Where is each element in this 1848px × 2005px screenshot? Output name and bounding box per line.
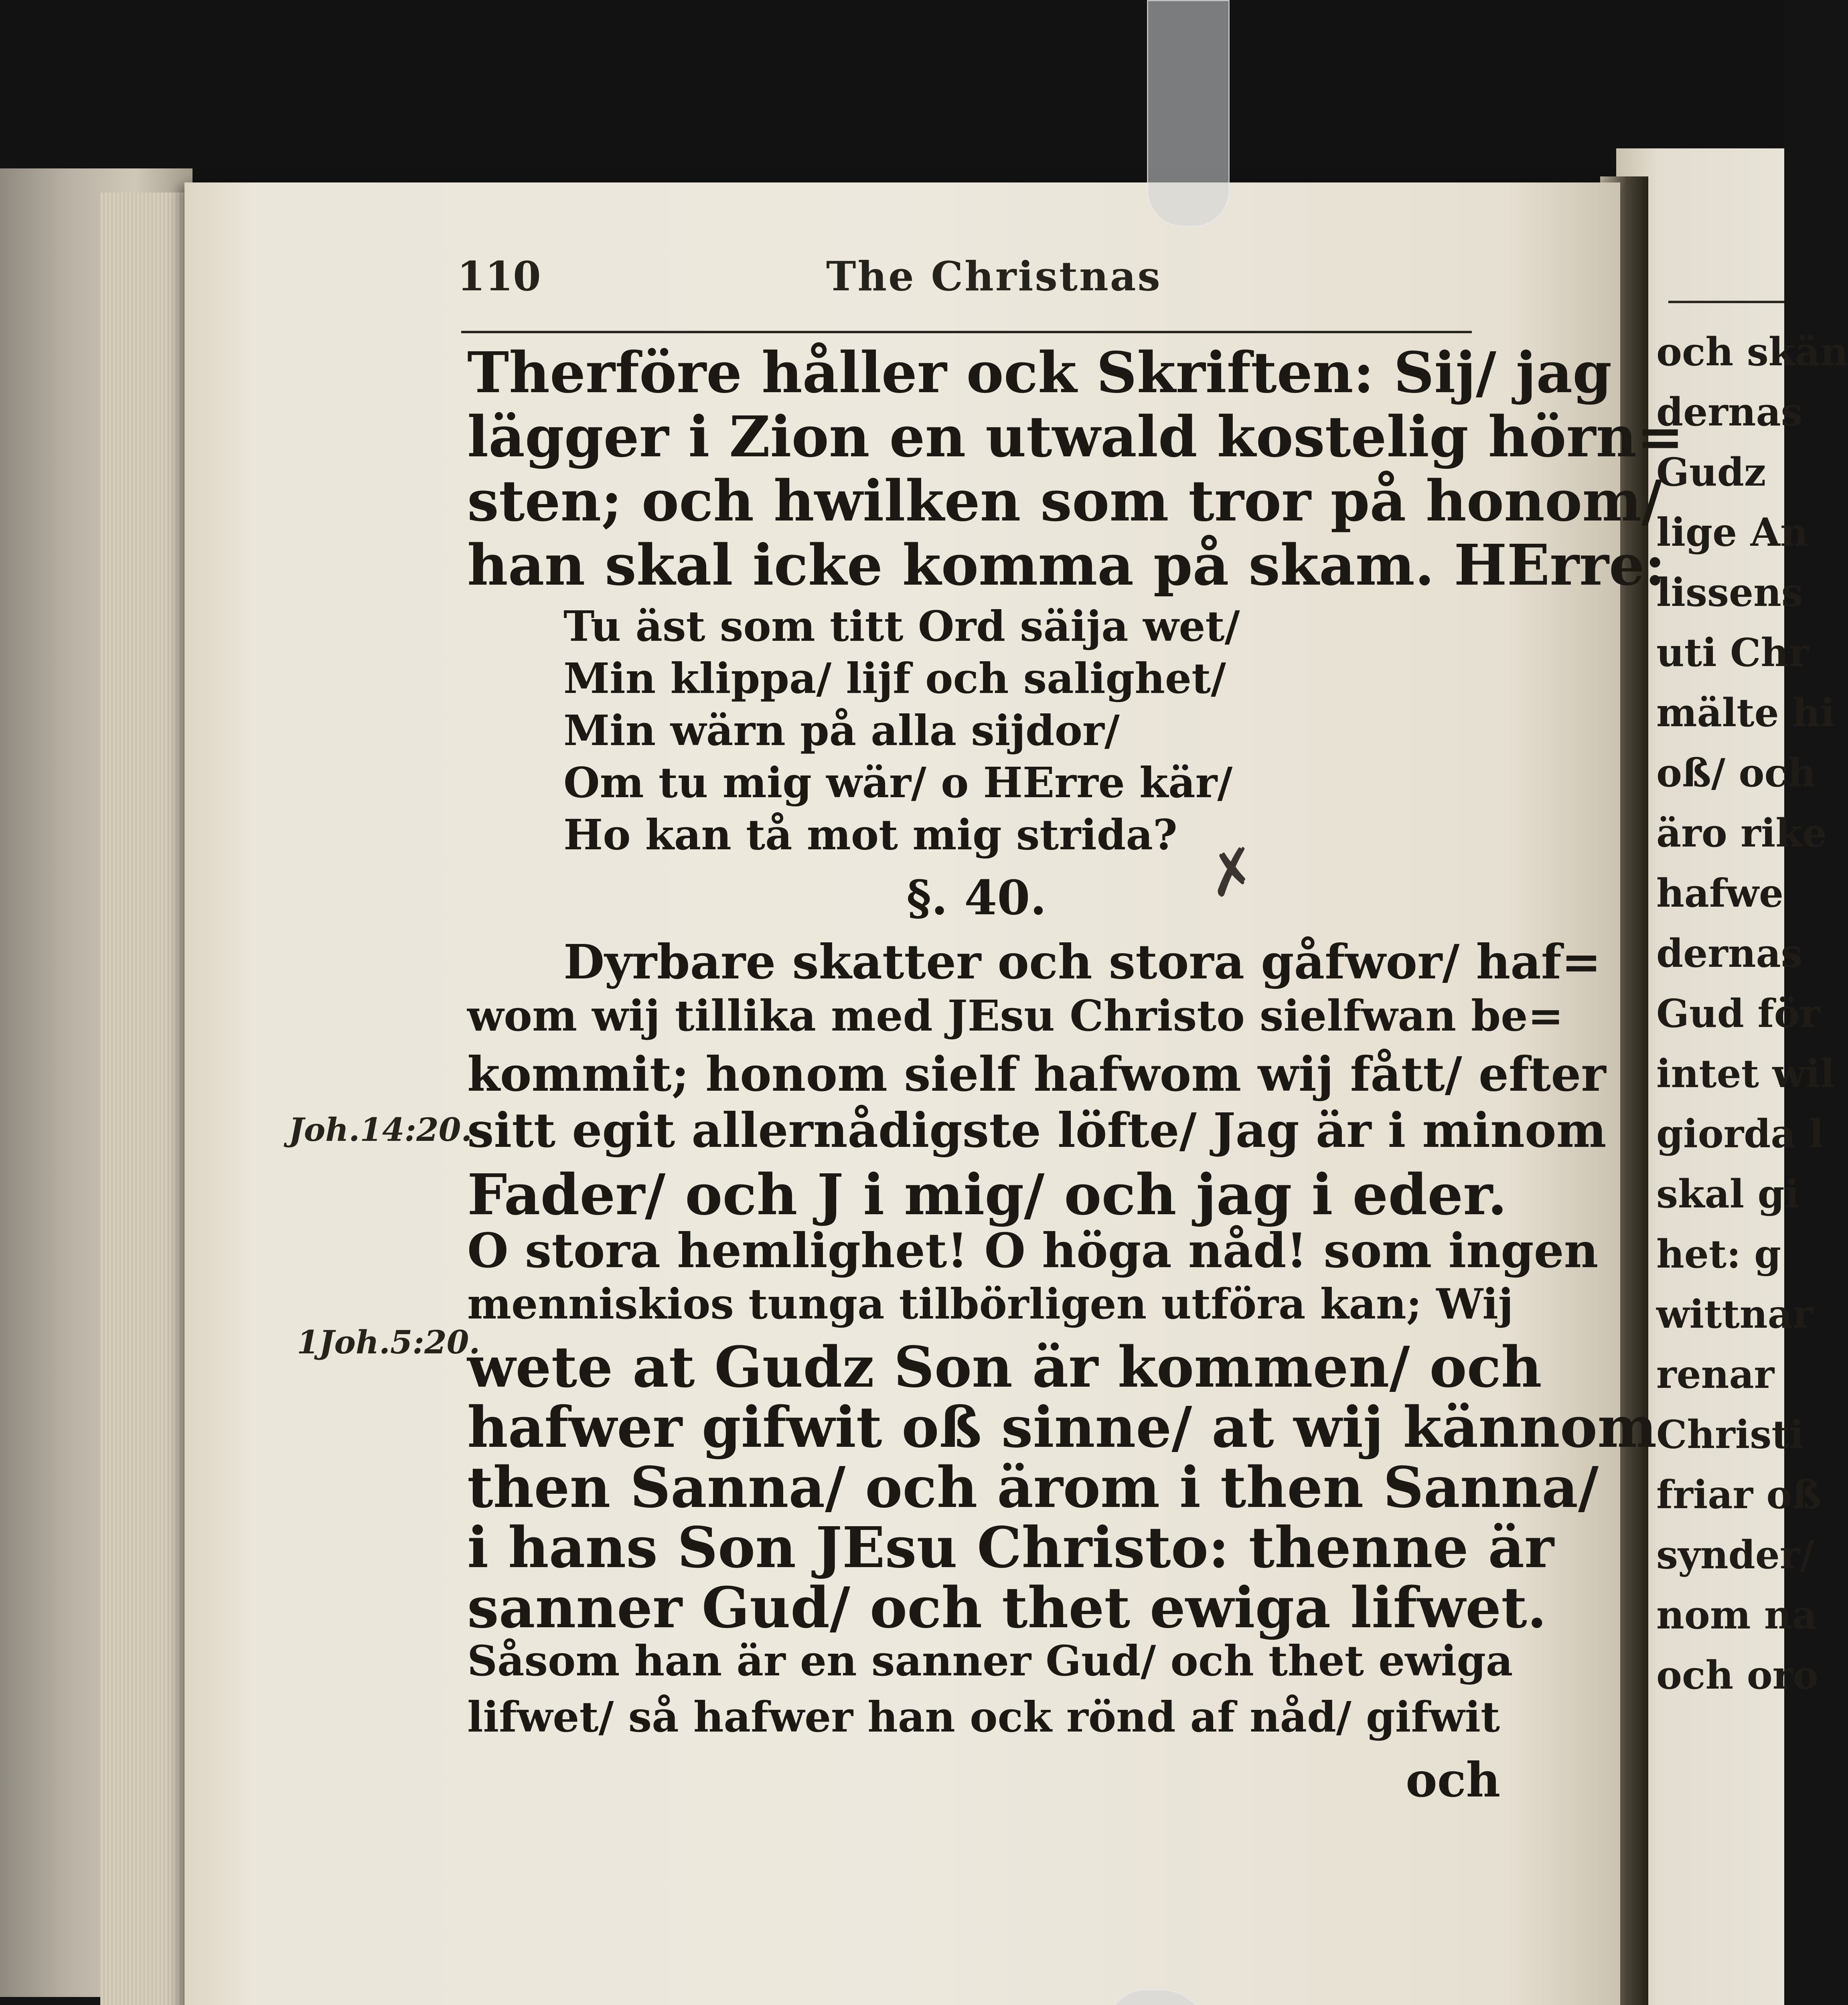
text-line: lifwet/ så hafwer han ock rönd af nåd/ gifwit: [467, 1692, 1500, 1742]
page-header: [457, 253, 1452, 301]
text-line: then Sanna/ och ärom i then Sanna/: [467, 1455, 1599, 1521]
facing-line: Gud för: [1656, 991, 1820, 1036]
text-line: menniskios tunga tilbörligen utföra kan; Wij: [467, 1279, 1514, 1329]
facing-line: oß/ och: [1656, 750, 1816, 796]
facing-line: äro rike: [1656, 810, 1827, 856]
poem-line: Om tu mig wär/ o HErre kär/: [563, 758, 1233, 807]
facing-line: nom na: [1656, 1592, 1817, 1638]
header-rule: [461, 331, 1472, 333]
running-head: The Christnas: [826, 253, 1162, 300]
page-number: 110: [457, 253, 541, 300]
facing-header-rule: [1668, 301, 1784, 303]
facing-line: wittnar: [1656, 1292, 1813, 1337]
poem-line: Min wärn på alla sijdor/: [563, 706, 1120, 755]
facing-line: och oro: [1656, 1653, 1819, 1698]
facing-page-text: [1656, 329, 1848, 1897]
margin-note: Joh.14:20.: [289, 1111, 472, 1148]
facing-line: synder/: [1656, 1532, 1814, 1578]
text-line: sten; och hwilken som tror på honom/: [467, 468, 1662, 534]
text-line: lägger i Zion en utwald kostelig hörn=: [467, 404, 1684, 470]
page-edges: [100, 192, 188, 2005]
text-line: Såsom han är en sanner Gud/ och thet ewiga: [467, 1636, 1513, 1685]
facing-line: dernas: [1656, 931, 1803, 976]
page-holder-clip-top: [1147, 0, 1230, 227]
text-line: hafwer gifwit oß sinne/ at wij kännom: [467, 1395, 1657, 1460]
facing-line: Gudz: [1656, 450, 1766, 495]
text-line: sanner Gud/ och thet ewiga lifwet.: [467, 1575, 1547, 1641]
text-line: wete at Gudz Son är kommen/ och: [467, 1335, 1542, 1400]
text-line: Therföre håller ock Skriften: Sij/ jag: [467, 340, 1612, 406]
text-line: wom wij tillika med JEsu Christo sielfwan be=: [467, 990, 1564, 1041]
facing-line: het: g: [1656, 1231, 1781, 1277]
facing-line: friar oß: [1656, 1472, 1822, 1517]
text-line: i hans Son JEsu Christo: thenne är: [467, 1515, 1554, 1581]
text-line: Fader/ och J i mig/ och jag i eder.: [467, 1162, 1507, 1228]
poem-line: Ho kan tå mot mig strida?: [563, 810, 1177, 859]
facing-line: Christi: [1656, 1412, 1804, 1457]
facing-line: dernas: [1656, 389, 1803, 435]
text-line: han skal icke komma på skam. HErre:: [467, 533, 1666, 598]
facing-line: hafwe: [1656, 871, 1784, 916]
poem-line: Min klippa/ lijf och salighet/: [563, 654, 1226, 703]
facing-line: lissens: [1656, 570, 1803, 615]
facing-line: uti Chr: [1656, 630, 1809, 675]
text-line: O stora hemlighet! O höga nåd! som ingen: [467, 1223, 1599, 1278]
section-heading: §. 40.: [906, 870, 1047, 926]
facing-line: skal gi: [1656, 1171, 1799, 1217]
facing-line: giorda l: [1656, 1111, 1824, 1156]
facing-line: lige An: [1656, 510, 1808, 555]
poem-line: Tu äst som titt Ord säija wet/: [563, 602, 1240, 651]
pencil-cross-mark: ✗: [1200, 833, 1264, 913]
facing-line: intet wil: [1656, 1051, 1835, 1096]
margin-note: 1Joh.5:20.: [297, 1323, 480, 1361]
text-line: sitt egit allernådigste löfte/ Jag är i minom: [467, 1102, 1607, 1158]
catchword: och: [1406, 1752, 1501, 1808]
facing-line: renar: [1656, 1352, 1775, 1397]
facing-line: och skän: [1656, 329, 1848, 375]
facing-line: mälte hi: [1656, 690, 1835, 735]
dark-backdrop: [0, 0, 1784, 184]
text-line: Dyrbare skatter och stora gåfwor/ haf=: [563, 934, 1601, 990]
text-line: kommit; honom sielf hafwom wij fått/ efter: [467, 1046, 1606, 1102]
